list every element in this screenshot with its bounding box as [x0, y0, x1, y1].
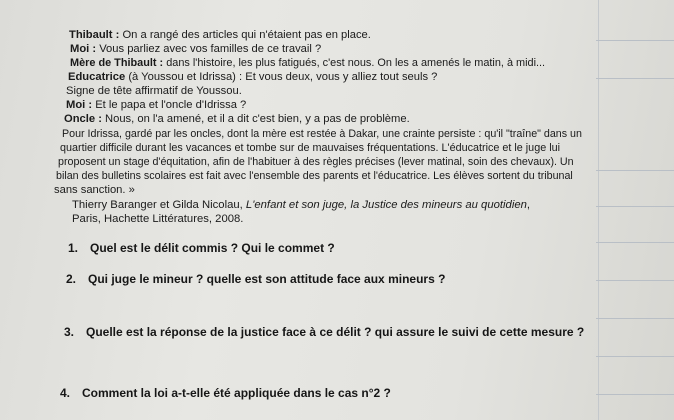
paragraph-line: proposent un stage d'équitation, afin de l'habituer à des règles précises (lever matinal, soin des chevaux). Un: [58, 156, 574, 168]
question-1: [68, 241, 335, 255]
line-text: Signe de tête affirmatif de Youssou.: [66, 85, 242, 97]
question-2: [66, 272, 445, 286]
notebook-grid-line: [596, 242, 674, 243]
notebook-grid-line: [596, 394, 674, 395]
speaker: Oncle :: [64, 113, 102, 125]
question-3: [64, 325, 584, 339]
dialogue-line: [66, 98, 246, 112]
paragraph-line: quartier difficile durant les vacances et tombe sur de mauvaises fréquentations. L'éducatrice et le juge lui: [60, 142, 560, 154]
notebook-grid-line: [596, 356, 674, 357]
speaker: Moi :: [66, 99, 93, 111]
notebook-margin-line: [598, 0, 599, 420]
dialogue-line: [68, 70, 437, 84]
notebook-grid-line: [596, 206, 674, 207]
notebook-grid-line: [596, 318, 674, 319]
question-text: Comment la loi a-t-elle été appliquée dans le cas n°2 ?: [82, 386, 391, 400]
source-reference: [72, 198, 530, 212]
question-number: 2.: [66, 272, 77, 286]
question-number: 3.: [64, 325, 75, 339]
question-text: Quel est le délit commis ? Qui le commet ?: [90, 241, 335, 255]
notebook-grid-line: [596, 40, 674, 41]
line-text: Et le papa et l'oncle d'Idrissa ?: [92, 99, 247, 111]
dialogue-line: [69, 28, 371, 42]
reference-authors: Thierry Baranger et Gilda Nicolau,: [72, 199, 246, 211]
dialogue-line: [70, 56, 545, 70]
question-text: Qui juge le mineur ? quelle est son attitude face aux mineurs ?: [88, 272, 446, 286]
speaker: Thibault :: [69, 29, 120, 41]
dialogue-line: [66, 84, 242, 98]
line-text: Nous, on l'a amené, et il a dit c'est bien, y a pas de problème.: [101, 113, 410, 125]
speaker: Moi :: [70, 43, 97, 55]
speaker: Educatrice: [68, 71, 126, 83]
line-text: Vous parliez avec vos familles de ce travail ?: [96, 43, 322, 55]
notebook-grid-line: [596, 280, 674, 281]
reference-publisher: Paris, Hachette Littératures, 2008.: [72, 213, 244, 225]
paragraph-line: bilan des bulletins scolaires est fait avec l'ensemble des parents et l'éducatrice. Les élèves sortent du tribunal: [56, 170, 573, 182]
paragraph-line: sans sanction. »: [54, 184, 135, 196]
question-number: 1.: [68, 241, 79, 255]
reference-title: L'enfant et son juge, la Justice des mineurs au quotidien: [245, 199, 527, 211]
reference-punct: ,: [526, 199, 531, 211]
question-4: [60, 386, 391, 400]
line-text: (à Youssou et Idrissa) : Et vous deux, vous y alliez tout seuls ?: [125, 71, 438, 83]
notebook-grid-line: [596, 78, 674, 79]
speaker: Mère de Thibault :: [70, 57, 164, 69]
dialogue-line: [64, 112, 410, 126]
question-text: Quelle est la réponse de la justice face à ce délit ? qui assure le suivi de cette mesure ?: [86, 325, 585, 339]
notebook-grid-line: [596, 170, 674, 171]
dialogue-line: [70, 42, 321, 56]
paragraph-line: Pour Idrissa, gardé par les oncles, dont la mère est restée à Dakar, une crainte persiste : qu'il "traîne" dans un: [62, 128, 582, 140]
question-number: 4.: [60, 386, 71, 400]
line-text: dans l'histoire, les plus fatigués, c'est nous. On les a amenés le matin, à midi...: [163, 57, 546, 69]
line-text: On a rangé des articles qui n'étaient pas en place.: [119, 29, 371, 41]
